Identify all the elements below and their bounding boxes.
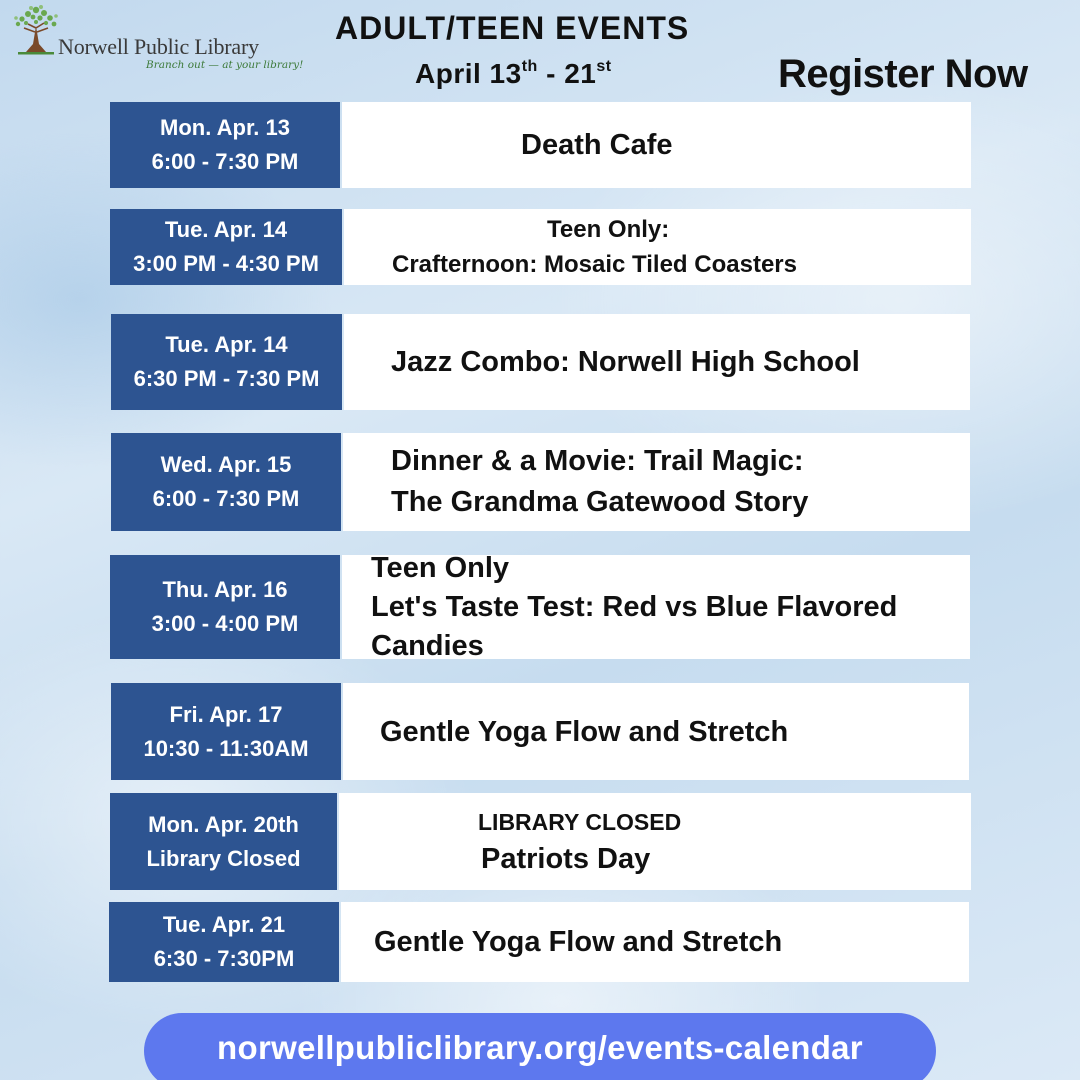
event-title-box [339,793,971,890]
event-title-line: Teen Only: [547,216,670,243]
date-range-start: April 13 [415,58,522,89]
event-title-line: The Grandma Gatewood Story [391,486,809,518]
events-calendar-link[interactable] [144,1013,936,1080]
date-range-end-suffix: st [596,58,612,75]
event-date: Wed. Apr. 15 [160,452,292,477]
event-row [110,551,970,662]
event-row [110,102,971,188]
event-time: 3:00 - 4:00 PM [151,611,299,636]
library-logo [6,4,304,74]
page-title: ADULT/TEEN EVENTS [335,10,690,46]
event-time: 6:30 - 7:30PM [153,946,295,971]
library-tagline: Branch out — at your library! [146,59,304,71]
event-row [110,209,971,285]
event-title-line: Teen Only [371,551,510,584]
date-range-start-suffix: th [521,58,538,75]
event-title-box [341,902,969,982]
date-range-separator: - [537,58,565,89]
event-date-box [110,209,342,285]
event-title-line: Crafternoon: Mosaic Tiled Coasters [392,251,797,278]
event-row [111,314,970,410]
event-title-box [343,683,969,780]
event-date-box [109,902,339,982]
event-date-box [111,683,341,780]
event-date: Mon. Apr. 20th [148,811,299,837]
event-title-box [342,102,971,188]
event-title-line: Let's Taste Test: Red vs Blue Flavored [371,590,898,623]
event-date-box [110,102,340,188]
event-date: Tue. Apr. 14 [164,217,288,242]
event-time: 3:00 PM - 4:30 PM [133,251,319,276]
event-status-label: LIBRARY CLOSED [478,808,682,835]
event-title: Death Cafe [521,129,673,161]
event-time: 6:00 - 7:30 PM [151,149,299,174]
event-date-box [110,555,340,659]
event-title: Patriots Day [481,842,651,875]
event-date: Tue. Apr. 21 [162,912,286,937]
event-title-box [344,209,971,285]
event-row [111,683,969,780]
event-date-box [110,793,337,890]
event-time: 10:30 - 11:30AM [143,735,309,761]
event-date: Mon. Apr. 13 [160,115,290,140]
event-time: 6:00 - 7:30 PM [152,486,300,511]
event-date-box [111,314,342,410]
event-title: Jazz Combo: Norwell High School [391,346,860,378]
event-title-box [344,314,970,410]
library-name: Norwell Public Library [58,34,259,59]
events-calendar-url[interactable]: norwellpubliclibrary.org/events-calendar [217,1029,863,1066]
event-time: 6:30 PM - 7:30 PM [133,366,320,391]
event-row [110,793,971,890]
event-title-box [342,551,970,662]
event-date: Fri. Apr. 17 [169,701,283,727]
event-row [111,433,970,531]
event-date-box [111,433,341,531]
register-now-heading: Register Now [778,52,1028,96]
event-title-line: Dinner & a Movie: Trail Magic: [391,445,804,477]
event-date: Thu. Apr. 16 [162,577,288,602]
event-time: Library Closed [146,845,301,871]
date-range-end: 21 [564,58,597,89]
event-title: Gentle Yoga Flow and Stretch [374,926,783,958]
event-date: Tue. Apr. 14 [165,332,288,357]
event-title-line: Candies [371,629,484,662]
event-title: Gentle Yoga Flow and Stretch [380,715,789,748]
date-range [415,58,612,90]
event-row [109,902,969,982]
event-title-box [343,433,970,531]
